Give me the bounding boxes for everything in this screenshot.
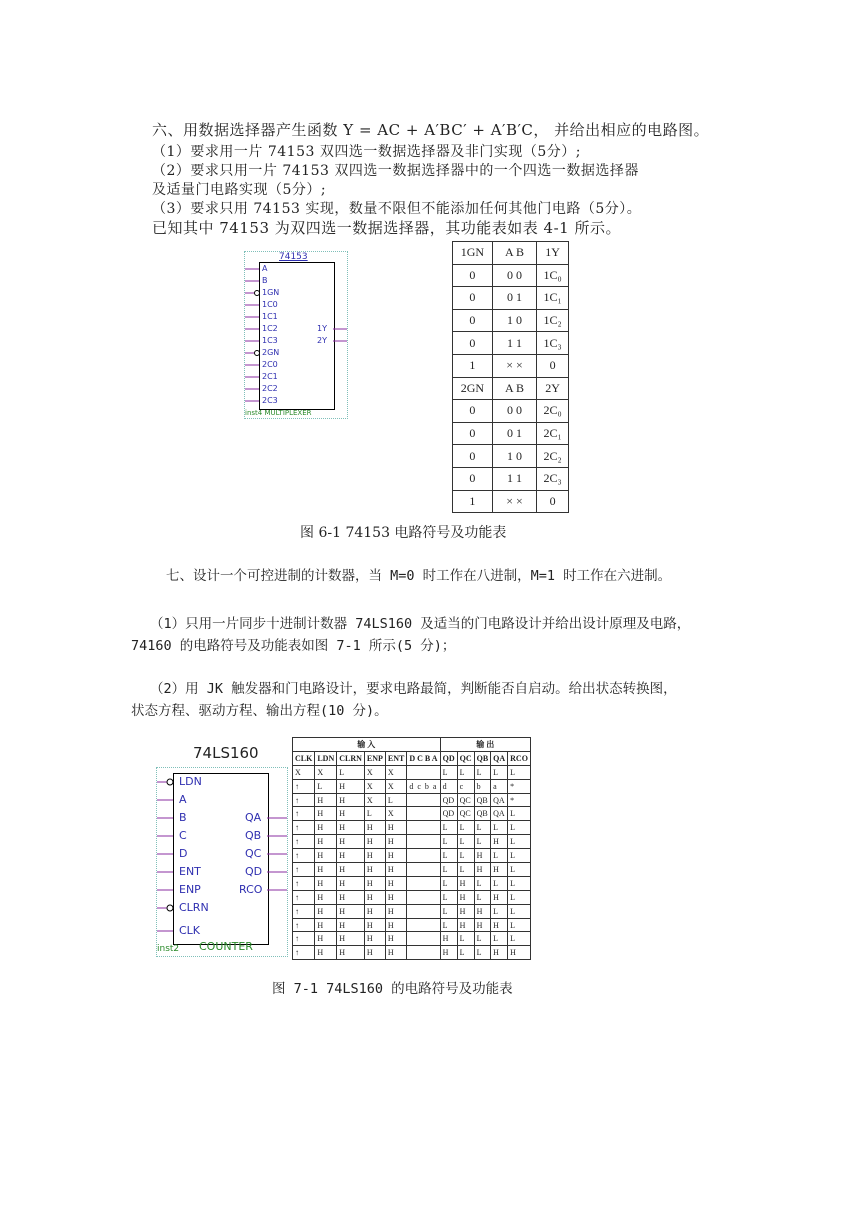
table-cell	[407, 918, 440, 932]
table-cell: 1	[453, 490, 493, 513]
chip-74153-name: 74153	[279, 252, 308, 262]
table-cell: L	[474, 876, 491, 890]
table-cell: H	[337, 835, 365, 849]
table-cell: H	[457, 918, 474, 932]
table-row	[293, 876, 531, 890]
q7-part2-line1: （2）用 JK 触发器和门电路设计，要求电路最简，判断能否自启动。给出状态转换图，	[150, 681, 677, 697]
table-cell: H	[337, 946, 365, 960]
table-cell: L	[457, 835, 474, 849]
table-cell	[407, 890, 440, 904]
table-cell: ↑	[293, 918, 315, 932]
table-cell: L	[508, 876, 531, 890]
table-cell: QB	[474, 807, 491, 821]
table-cell: ↑	[293, 946, 315, 960]
table-cell	[407, 835, 440, 849]
chip-74ls160-symbol	[156, 744, 288, 957]
pin-qd: QD	[245, 865, 263, 878]
table-cell: L	[508, 863, 531, 877]
column-header: RCO	[508, 751, 531, 765]
table-cell: H	[315, 835, 337, 849]
table-cell: H	[315, 863, 337, 877]
table-cell: H	[440, 946, 457, 960]
table-cell: H	[364, 890, 385, 904]
table-row	[293, 807, 531, 821]
table-cell: H	[474, 849, 491, 863]
q6-item-2: （2）要求只用一片 74153 双四选一数据选择器中的一个四选一数据选择器	[152, 163, 639, 179]
table-cell: QD	[440, 807, 457, 821]
table-cell: H	[474, 904, 491, 918]
table-cell: L	[474, 821, 491, 835]
table-cell: L	[474, 835, 491, 849]
table-cell: × ×	[492, 354, 536, 377]
table-cell: X	[315, 765, 337, 779]
table-cell: H	[337, 863, 365, 877]
pin-2gn: 2GN	[262, 348, 280, 357]
table-cell: L	[440, 890, 457, 904]
table-cell: 0 0	[492, 400, 536, 423]
table-cell: ↑	[293, 932, 315, 946]
table-cell	[407, 765, 440, 779]
table-cell: 1 0	[492, 445, 536, 468]
table-cell: 1C₂	[537, 309, 569, 332]
table-cell: H	[457, 890, 474, 904]
table-cell: L	[440, 849, 457, 863]
table-cell: H	[385, 876, 406, 890]
table-cell: L	[508, 932, 531, 946]
chip-74153-pins-lines	[245, 252, 347, 418]
table-row	[293, 835, 531, 849]
table-cell: H	[364, 876, 385, 890]
table-cell: ↑	[293, 863, 315, 877]
table-cell: L	[440, 904, 457, 918]
column-header: D C B A	[407, 751, 440, 765]
table-cell: 1Y	[537, 242, 569, 265]
table-cell: H	[385, 904, 406, 918]
table-row	[453, 264, 569, 287]
table-cell: QC	[457, 793, 474, 807]
table-cell: 0	[453, 467, 493, 490]
column-header: CLK	[293, 751, 315, 765]
table-cell: ↑	[293, 821, 315, 835]
table-cell: L	[440, 918, 457, 932]
table-cell: H	[337, 890, 365, 904]
table-cell: H	[364, 849, 385, 863]
table-cell: 0	[453, 422, 493, 445]
table-row	[453, 377, 569, 400]
column-header: CLRN	[337, 751, 365, 765]
pin-clrn: CLRN	[179, 901, 209, 914]
chip-74ls160-name: 74LS160	[193, 744, 259, 762]
table-cell: L	[457, 821, 474, 835]
table-cell: 0 1	[492, 287, 536, 310]
table-cell: 1C₁	[537, 287, 569, 310]
table-cell: L	[364, 807, 385, 821]
pin-ldn: LDN	[179, 775, 202, 788]
pin-qa: QA	[245, 811, 262, 824]
pin-2c1: 2C1	[262, 372, 278, 381]
table-cell: 0	[453, 445, 493, 468]
table-cell	[407, 904, 440, 918]
pin-1c1: 1C1	[262, 312, 278, 321]
table-cell: QD	[440, 793, 457, 807]
table-cell: 0	[537, 354, 569, 377]
table-cell: A B	[492, 377, 536, 400]
table-cell: L	[474, 765, 491, 779]
q6-item-3: （3）要求只用 74153 实现，数量不限但不能添加任何其他门电路（5分）。	[152, 201, 642, 217]
table-cell: H	[315, 904, 337, 918]
column-header: QD	[440, 751, 457, 765]
table-cell: 1C₃	[537, 332, 569, 355]
table-cell: 1 0	[492, 309, 536, 332]
table-cell	[407, 932, 440, 946]
pin-2c0: 2C0	[262, 360, 278, 369]
group-header-outputs: 输 出	[440, 738, 530, 752]
column-header: QC	[457, 751, 474, 765]
table-cell: H	[315, 849, 337, 863]
table-row	[453, 467, 569, 490]
table-cell: L	[440, 821, 457, 835]
table-cell: L	[315, 779, 337, 793]
table-row	[453, 242, 569, 265]
table-cell: H	[315, 918, 337, 932]
table-cell: H	[364, 918, 385, 932]
table-cell: H	[337, 821, 365, 835]
table-cell: L	[337, 765, 365, 779]
table-cell: H	[315, 821, 337, 835]
table-cell: L	[491, 821, 508, 835]
pin-d: D	[179, 847, 188, 860]
table-cell: L	[491, 849, 508, 863]
table-cell: L	[457, 765, 474, 779]
table-cell	[407, 793, 440, 807]
table-cell: H	[474, 918, 491, 932]
table-row	[293, 779, 531, 793]
table-cell: L	[474, 890, 491, 904]
table-cell: QB	[474, 793, 491, 807]
table-cell: 0	[537, 490, 569, 513]
table-cell: H	[315, 946, 337, 960]
table-cell	[407, 863, 440, 877]
chip-74153-footer: inst4 MULTIPLEXER	[245, 409, 312, 417]
table-cell: H	[457, 876, 474, 890]
table-cell: H	[508, 946, 531, 960]
table-row	[293, 821, 531, 835]
table-cell: A B	[492, 242, 536, 265]
table-cell: QA	[491, 793, 508, 807]
pin-ent: ENT	[179, 865, 201, 878]
pin-b: B	[262, 276, 268, 285]
table-cell: *	[508, 779, 531, 793]
table-cell: 1 1	[492, 467, 536, 490]
column-header: ENT	[385, 751, 406, 765]
pin-1y: 1Y	[317, 324, 327, 333]
table-cell: QC	[457, 807, 474, 821]
chip-74ls160-inst: inst2	[157, 944, 180, 954]
table-cell: H	[385, 849, 406, 863]
table-cell: H	[385, 835, 406, 849]
table-row	[453, 354, 569, 377]
table-cell: 0 1	[492, 422, 536, 445]
table-cell: H	[364, 863, 385, 877]
table-cell: L	[440, 835, 457, 849]
table-cell: H	[337, 904, 365, 918]
q7-part1-line2: 74160 的电路符号及功能表如图 7-1 所示(5 分)；	[131, 638, 456, 654]
table-cell: 0 0	[492, 264, 536, 287]
table-cell: H	[491, 863, 508, 877]
table-cell: H	[491, 835, 508, 849]
table-cell: ↑	[293, 849, 315, 863]
table-cell: X	[385, 807, 406, 821]
table-cell: L	[508, 821, 531, 835]
pin-clk: CLK	[179, 924, 201, 937]
table-cell: ↑	[293, 835, 315, 849]
column-header: ENP	[364, 751, 385, 765]
table-row	[293, 918, 531, 932]
table-cell: H	[385, 946, 406, 960]
table-cell: H	[491, 946, 508, 960]
group-header-inputs: 输 入	[293, 738, 441, 752]
table-cell: 2C₀	[537, 400, 569, 423]
table-cell: H	[385, 890, 406, 904]
table-cell: d	[440, 779, 457, 793]
table-cell: 0	[453, 400, 493, 423]
table-cell: 1 1	[492, 332, 536, 355]
table-cell: H	[337, 807, 365, 821]
table-cell: ↑	[293, 876, 315, 890]
table-row	[453, 332, 569, 355]
pin-qb: QB	[245, 829, 262, 842]
table-cell: H	[385, 932, 406, 946]
chip-74ls160-type: COUNTER	[199, 940, 253, 953]
table-cell: L	[457, 849, 474, 863]
table-cell: X	[293, 765, 315, 779]
q6-item-1: （1）要求用一片 74153 双四选一数据选择器及非门实现（5分）;	[152, 144, 581, 160]
table-cell	[407, 876, 440, 890]
table-cell: L	[474, 946, 491, 960]
table-cell: H	[385, 918, 406, 932]
table-cell: ↑	[293, 779, 315, 793]
table-cell: 2GN	[453, 377, 493, 400]
table-cell: L	[508, 835, 531, 849]
table-cell: H	[337, 932, 365, 946]
column-header: QB	[474, 751, 491, 765]
pin-b: B	[179, 811, 187, 824]
table-cell: L	[508, 807, 531, 821]
table-cell: H	[337, 849, 365, 863]
table-cell: L	[457, 932, 474, 946]
table-cell: 2C₁	[537, 422, 569, 445]
chip-74ls160-pins-lines	[157, 768, 287, 956]
table-cell: 2C₃	[537, 467, 569, 490]
table-cell: H	[337, 793, 365, 807]
table-cell: X	[364, 779, 385, 793]
table-cell: 2Y	[537, 377, 569, 400]
table-cell: X	[364, 765, 385, 779]
table-cell: L	[508, 849, 531, 863]
table-cell: QA	[491, 807, 508, 821]
pin-c: C	[179, 829, 187, 842]
table-cell: c	[457, 779, 474, 793]
table-row	[453, 445, 569, 468]
table-row	[453, 309, 569, 332]
pin-a: A	[179, 793, 187, 806]
table-cell: ↑	[293, 793, 315, 807]
table-cell: H	[491, 918, 508, 932]
table-cell: H	[315, 932, 337, 946]
table-cell: X	[364, 793, 385, 807]
table-cell: ↑	[293, 890, 315, 904]
table-cell: H	[491, 890, 508, 904]
pin-qc: QC	[245, 847, 262, 860]
table-cell: H	[385, 863, 406, 877]
table-cell: L	[491, 765, 508, 779]
pin-2c2: 2C2	[262, 384, 278, 393]
table-cell: L	[508, 918, 531, 932]
table-cell: L	[491, 876, 508, 890]
table-cell: L	[491, 904, 508, 918]
table-row	[293, 890, 531, 904]
function-table-74153	[452, 241, 569, 513]
table-cell: H	[385, 821, 406, 835]
figure-6-1-caption: 图 6-1 74153 电路符号及功能表	[300, 525, 507, 541]
table-row	[453, 490, 569, 513]
table-cell: L	[457, 863, 474, 877]
table-cell: H	[364, 946, 385, 960]
table-cell: H	[315, 876, 337, 890]
table-cell: L	[440, 876, 457, 890]
table-cell: 0	[453, 287, 493, 310]
q7-part1-line1: （1）只用一片同步十进制计数器 74LS160 及适当的门电路设计并给出设计原理及电路，	[150, 616, 691, 632]
table-cell: H	[364, 904, 385, 918]
table-cell: *	[508, 793, 531, 807]
table-cell	[407, 849, 440, 863]
table-cell: X	[385, 765, 406, 779]
table-cell: H	[364, 835, 385, 849]
table-row	[293, 932, 531, 946]
column-header: LDN	[315, 751, 337, 765]
q6-item-2b: 及适量门电路实现（5分）;	[152, 182, 327, 198]
table-cell: × ×	[492, 490, 536, 513]
table-cell: L	[508, 904, 531, 918]
table-cell: 1GN	[453, 242, 493, 265]
table-cell	[407, 946, 440, 960]
pin-1c0: 1C0	[262, 300, 278, 309]
table-row	[293, 793, 531, 807]
table-cell: 1C₀	[537, 264, 569, 287]
table-cell: a	[491, 779, 508, 793]
table-row	[293, 765, 531, 779]
function-table-74ls160	[292, 737, 531, 960]
table-cell: ↑	[293, 904, 315, 918]
pin-rco: RCO	[239, 883, 263, 896]
table-cell: L	[491, 932, 508, 946]
table-cell: 1	[453, 354, 493, 377]
table-cell: 2C₂	[537, 445, 569, 468]
table-cell: L	[385, 793, 406, 807]
table-cell: H	[457, 904, 474, 918]
table-cell: d c b a	[407, 779, 440, 793]
table-cell: L	[508, 890, 531, 904]
table-row	[453, 400, 569, 423]
table-cell: H	[337, 876, 365, 890]
column-header: QA	[491, 751, 508, 765]
pin-2c3: 2C3	[262, 396, 278, 405]
table-cell: 0	[453, 264, 493, 287]
table-cell: L	[508, 765, 531, 779]
table-cell: H	[337, 779, 365, 793]
table-cell: H	[315, 890, 337, 904]
figure-7-1-caption: 图 7-1 74LS160 的电路符号及功能表	[272, 981, 513, 997]
pin-enp: ENP	[179, 883, 201, 896]
table-row	[293, 904, 531, 918]
table-cell: b	[474, 779, 491, 793]
table-row	[453, 287, 569, 310]
q7-title: 七、设计一个可控进制的计数器，当 M=0 时工作在八进制，M=1 时工作在六进制。	[166, 568, 672, 584]
table-cell: L	[474, 932, 491, 946]
q6-title: 六、用数据选择器产生函数 Y = AC + A′BC′ + A′B′C， 并给出相应的电路图。	[152, 121, 710, 139]
pin-2y: 2Y	[317, 336, 327, 345]
table-cell	[407, 821, 440, 835]
table-cell: H	[337, 918, 365, 932]
table-cell: H	[315, 793, 337, 807]
table-cell: H	[474, 863, 491, 877]
table-cell: H	[364, 932, 385, 946]
q7-part2-line2: 状态方程、驱动方程、输出方程(10 分)。	[131, 703, 388, 719]
table-cell: 0	[453, 309, 493, 332]
pin-1gn: 1GN	[262, 288, 280, 297]
table-cell	[407, 807, 440, 821]
table-cell: L	[440, 863, 457, 877]
table-row	[293, 849, 531, 863]
table-cell: X	[385, 779, 406, 793]
table-row	[453, 422, 569, 445]
pin-1c3: 1C3	[262, 336, 278, 345]
table-cell: L	[457, 946, 474, 960]
chip-74153-symbol	[244, 251, 348, 419]
table-row	[293, 946, 531, 960]
q6-item-4: 已知其中 74153 为双四选一数据选择器，其功能表如表 4-1 所示。	[152, 219, 621, 237]
table-cell: H	[315, 807, 337, 821]
table-cell: 0	[453, 332, 493, 355]
table-cell: H	[364, 821, 385, 835]
pin-a: A	[262, 264, 268, 273]
table-cell: H	[440, 932, 457, 946]
table-row	[293, 863, 531, 877]
pin-1c2: 1C2	[262, 324, 278, 333]
table-cell: ↑	[293, 807, 315, 821]
table-cell: L	[440, 765, 457, 779]
